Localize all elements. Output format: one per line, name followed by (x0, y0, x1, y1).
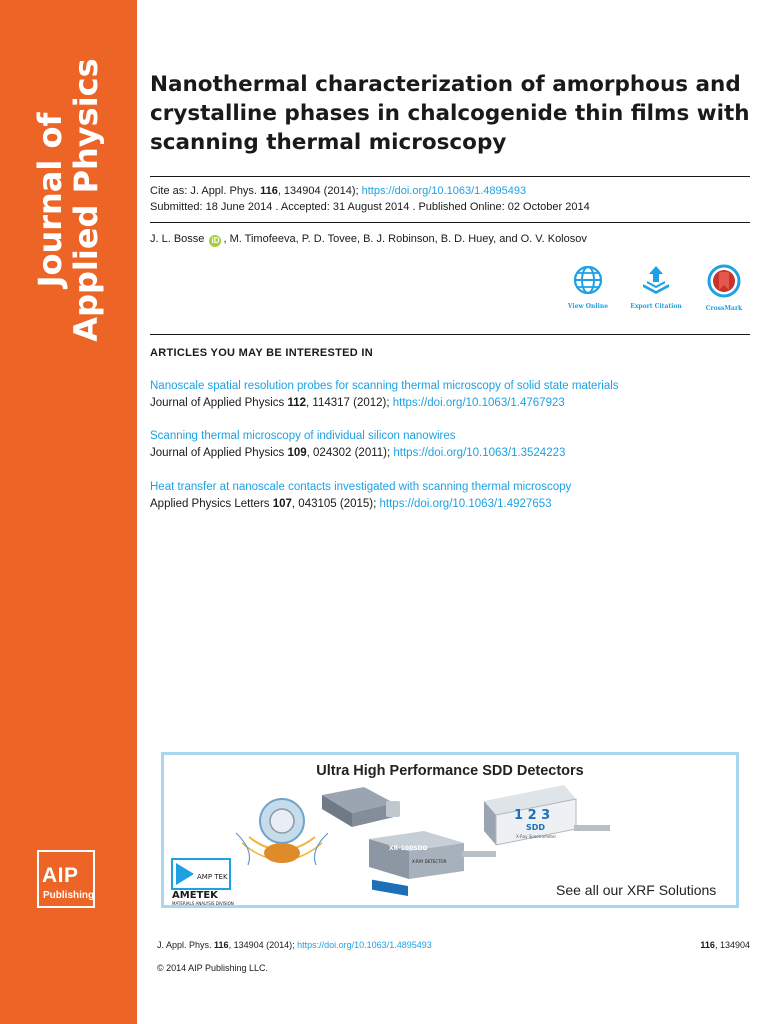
orcid-icon[interactable]: iD (211, 236, 220, 245)
cite-prefix: Cite as: J. Appl. Phys. (150, 185, 261, 197)
crossmark-icon (707, 264, 741, 298)
journal-name-line2: Applied Physics (67, 58, 105, 342)
related-article-citation (150, 496, 760, 513)
related-rest: , 024302 (2011); (306, 447, 394, 459)
ametek-text: AMETEK (172, 890, 218, 901)
view-online-button[interactable] (558, 264, 618, 310)
footer-volume: 116 (214, 940, 229, 950)
x123-label: 1 2 3 (514, 808, 551, 823)
related-journal: Journal of Applied Physics (150, 397, 288, 409)
copyright: © 2014 AIP Publishing LLC. (157, 963, 269, 973)
related-volume: 107 (272, 498, 292, 510)
footer-right-rest: , 134904 (714, 940, 750, 950)
tool-label: Export Citation (630, 303, 682, 310)
logo-aip: AIP (42, 864, 79, 887)
ad-title: Ultra High Performance SDD Detectors (316, 763, 584, 779)
related-article (150, 428, 760, 462)
detector-rings-image (236, 799, 328, 865)
amptek-logo (172, 859, 234, 905)
related-heading: ARTICLES YOU MAY BE INTERESTED IN (150, 347, 374, 359)
amptek-text: AMP TEK (197, 873, 228, 881)
author-first[interactable]: J. L. Bosse (150, 233, 205, 245)
related-doi-link[interactable]: https://doi.org/10.1063/1.4767923 (392, 397, 565, 409)
divider (150, 176, 750, 177)
divider (150, 334, 750, 335)
tool-label: CrossMark (705, 305, 743, 312)
x123-sub: SDD (526, 823, 546, 832)
export-citation-button[interactable] (626, 264, 686, 310)
dates-line: Submitted: 18 June 2014 . Accepted: 31 August 2014 . Published Online: 02 October 2014 (150, 201, 590, 213)
related-article-title[interactable]: Nanoscale spatial resolution probes for scanning thermal microscopy of solid state materials (150, 380, 619, 392)
ad-footer-link[interactable]: See all our XRF Solutions (556, 882, 717, 898)
footer-citation (157, 940, 432, 950)
xr100-sub: X-RAY DETECTOR (412, 859, 447, 864)
footer-cite-prefix: J. Appl. Phys. (157, 940, 215, 950)
related-doi-link[interactable]: https://doi.org/10.1063/1.4927653 (379, 498, 552, 510)
related-article (150, 378, 760, 412)
footer-cite-rest: , 134904 (2014); (228, 940, 298, 950)
footer-right-volume: 116 (700, 940, 715, 950)
xr100sdd-device-image (369, 831, 496, 896)
related-rest: , 114317 (2012); (306, 397, 393, 409)
journal-sidebar (0, 0, 137, 1024)
related-journal: Applied Physics Letters (150, 498, 273, 510)
related-rest: , 043105 (2015); (291, 498, 380, 510)
citation-line (150, 185, 526, 197)
ametek-sub-text: MATERIALS ANALYSIS DIVISION (172, 901, 234, 905)
cite-volume: 116 (260, 185, 278, 197)
tool-label: View Online (567, 303, 609, 310)
related-article-citation (150, 445, 760, 462)
related-volume: 112 (287, 397, 307, 409)
related-article-citation (150, 395, 760, 412)
footer-doi-link[interactable]: https://doi.org/10.1063/1.4895493 (297, 940, 432, 950)
xr100-label: XR-100SDD (389, 845, 428, 852)
crossmark-button[interactable] (694, 264, 754, 312)
related-doi-link[interactable]: https://doi.org/10.1063/1.3524223 (393, 447, 566, 459)
advertisement-banner[interactable] (161, 752, 739, 908)
x123-sdd-spectrometer-image (484, 785, 610, 845)
related-article-title[interactable]: Heat transfer at nanoscale contacts investigated with scanning thermal microscopy (150, 481, 572, 493)
related-article-title[interactable]: Scanning thermal microscopy of individual silicon nanowires (150, 430, 456, 442)
authors-line (150, 233, 587, 247)
divider (150, 222, 750, 223)
related-article (150, 479, 760, 513)
x123-caption: X-Ray Spectrometer (516, 834, 557, 839)
authors-rest: , M. Timofeeva, P. D. Tovee, B. J. Robinson, B. D. Huey, and O. V. Kolosov (223, 233, 587, 245)
aip-publishing-logo[interactable] (37, 850, 95, 908)
article-title: Nanothermal characterization of amorphous and crystalline phases in chalcogenide thin films with scanning thermal microscopy (150, 72, 750, 155)
logo-publishing: Publishing (43, 890, 95, 901)
related-volume: 109 (287, 447, 307, 459)
footer-page-ref (700, 940, 750, 950)
related-journal: Journal of Applied Physics (150, 447, 288, 459)
journal-name-line1: Journal of (31, 112, 69, 288)
article-doi-link[interactable]: https://doi.org/10.1063/1.4895493 (361, 185, 527, 197)
export-icon (640, 264, 672, 296)
globe-icon (572, 264, 604, 296)
detector-module-image (322, 787, 400, 827)
cite-rest: , 134904 (2014); (277, 185, 362, 197)
